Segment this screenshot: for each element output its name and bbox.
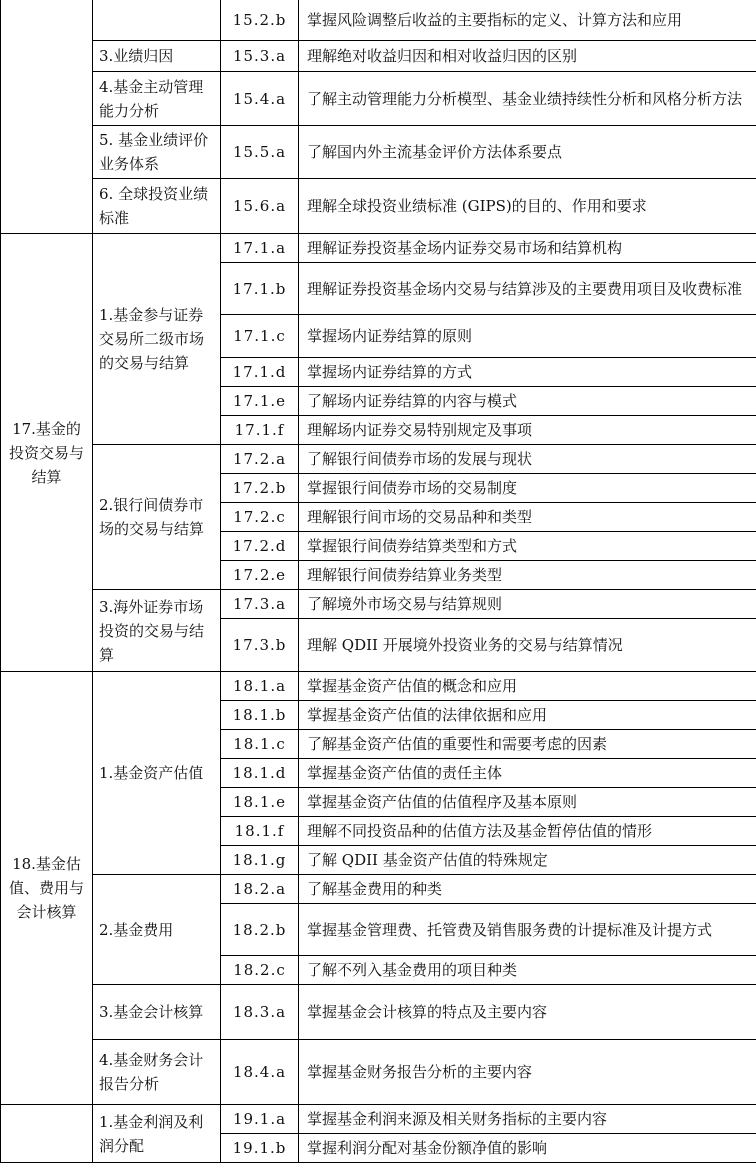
code-cell: 18.2.a — [221, 875, 299, 904]
topic-cell: 17.基金的投资交易与结算 — [1, 234, 93, 672]
code-cell: 17.1.c — [221, 315, 299, 358]
unit-cell — [93, 0, 221, 41]
code-cell: 18.1.e — [221, 788, 299, 817]
table-row — [1, 875, 756, 904]
requirement-cell: 了解主动管理能力分析模型、基金业绩持续性分析和风格分析方法 — [299, 72, 756, 126]
requirement-cell: 掌握银行间债券结算类型和方式 — [299, 532, 756, 561]
code-cell: 17.2.e — [221, 561, 299, 590]
requirement-cell: 了解基金费用的种类 — [299, 875, 756, 904]
requirement-cell: 理解全球投资业绩标准 (GIPS)的目的、作用和要求 — [299, 179, 756, 234]
table-row — [1, 985, 756, 1040]
table-row — [1, 126, 756, 179]
table-row — [1, 72, 756, 126]
requirement-cell: 了解场内证券结算的内容与模式 — [299, 387, 756, 416]
code-cell: 18.1.b — [221, 701, 299, 730]
unit-cell: 1.基金参与证券交易所二级市场的交易与结算 — [93, 234, 221, 445]
code-cell: 18.1.g — [221, 846, 299, 875]
code-cell: 19.1.b — [221, 1134, 299, 1163]
requirement-cell: 了解不列入基金费用的项目种类 — [299, 956, 756, 985]
table-row — [1, 1040, 756, 1105]
unit-cell: 3.海外证券市场投资的交易与结算 — [93, 590, 221, 672]
topic-cell — [1, 0, 93, 234]
requirement-cell: 了解境外市场交易与结算规则 — [299, 590, 756, 619]
requirement-cell: 掌握基金会计核算的特点及主要内容 — [299, 985, 756, 1040]
code-cell: 17.2.b — [221, 474, 299, 503]
requirement-cell: 掌握利润分配对基金份额净值的影响 — [299, 1134, 756, 1163]
code-cell: 17.2.d — [221, 532, 299, 561]
unit-cell: 2.银行间债券市场的交易与结算 — [93, 445, 221, 590]
code-cell: 18.1.f — [221, 817, 299, 846]
unit-cell: 4.基金财务会计报告分析 — [93, 1040, 221, 1105]
requirement-cell: 掌握基金资产估值的概念和应用 — [299, 672, 756, 701]
requirement-cell: 掌握场内证券结算的方式 — [299, 358, 756, 387]
requirement-cell: 掌握银行间债券市场的交易制度 — [299, 474, 756, 503]
requirement-cell: 了解基金资产估值的重要性和需要考虑的因素 — [299, 730, 756, 759]
unit-cell: 1.基金资产估值 — [93, 672, 221, 875]
code-cell: 17.2.a — [221, 445, 299, 474]
unit-cell: 2.基金费用 — [93, 875, 221, 985]
code-cell: 17.3.a — [221, 590, 299, 619]
code-cell: 18.1.c — [221, 730, 299, 759]
requirement-cell: 掌握基金资产估值的估值程序及基本原则 — [299, 788, 756, 817]
table-row — [1, 41, 756, 72]
code-cell: 15.3.a — [221, 41, 299, 72]
table-row — [1, 1105, 756, 1134]
code-cell: 15.4.a — [221, 72, 299, 126]
requirement-cell: 掌握基金资产估值的法律依据和应用 — [299, 701, 756, 730]
code-cell: 17.3.b — [221, 619, 299, 672]
code-cell: 18.3.a — [221, 985, 299, 1040]
table-row — [1, 179, 756, 234]
code-cell: 17.1.f — [221, 416, 299, 445]
unit-cell: 1.基金利润及利润分配 — [93, 1105, 221, 1163]
unit-cell: 4.基金主动管理能力分析 — [93, 72, 221, 126]
code-cell: 18.2.c — [221, 956, 299, 985]
code-cell: 17.1.b — [221, 263, 299, 315]
code-cell: 17.1.d — [221, 358, 299, 387]
code-cell: 15.5.a — [221, 126, 299, 179]
requirement-cell: 理解绝对收益归因和相对收益归因的区别 — [299, 41, 756, 72]
unit-cell: 3.业绩归因 — [93, 41, 221, 72]
code-cell: 17.1.e — [221, 387, 299, 416]
requirement-cell: 掌握基金利润来源及相关财务指标的主要内容 — [299, 1105, 756, 1134]
requirement-cell: 理解证券投资基金场内交易与结算涉及的主要费用项目及收费标准 — [299, 263, 756, 315]
table-row — [1, 445, 756, 474]
requirement-cell: 理解银行间债券结算业务类型 — [299, 561, 756, 590]
requirement-cell: 理解银行间市场的交易品种和类型 — [299, 503, 756, 532]
requirement-cell: 掌握基金财务报告分析的主要内容 — [299, 1040, 756, 1105]
requirement-cell: 理解 QDII 开展境外投资业务的交易与结算情况 — [299, 619, 756, 672]
requirement-cell: 理解证券投资基金场内证券交易市场和结算机构 — [299, 234, 756, 263]
code-cell: 18.2.b — [221, 904, 299, 956]
table-row — [1, 590, 756, 619]
table-row — [1, 234, 756, 263]
code-cell: 18.4.a — [221, 1040, 299, 1105]
requirement-cell: 掌握场内证券结算的原则 — [299, 315, 756, 358]
requirement-cell: 掌握基金资产估值的责任主体 — [299, 759, 756, 788]
unit-cell: 5. 基金业绩评价业务体系 — [93, 126, 221, 179]
requirement-cell: 理解场内证券交易特别规定及事项 — [299, 416, 756, 445]
topic-cell — [1, 1105, 93, 1163]
unit-cell: 3.基金会计核算 — [93, 985, 221, 1040]
requirement-cell: 了解银行间债券市场的发展与现状 — [299, 445, 756, 474]
code-cell: 18.1.a — [221, 672, 299, 701]
code-cell: 18.1.d — [221, 759, 299, 788]
code-cell: 15.6.a — [221, 179, 299, 234]
table-row — [1, 0, 756, 41]
unit-cell: 6. 全球投资业绩标准 — [93, 179, 221, 234]
requirement-cell: 掌握风险调整后收益的主要指标的定义、计算方法和应用 — [299, 0, 756, 41]
requirement-cell: 了解 QDII 基金资产估值的特殊规定 — [299, 846, 756, 875]
code-cell: 17.2.c — [221, 503, 299, 532]
requirement-cell: 了解国内外主流基金评价方法体系要点 — [299, 126, 756, 179]
requirement-cell: 理解不同投资品种的估值方法及基金暂停估值的情形 — [299, 817, 756, 846]
code-cell: 19.1.a — [221, 1105, 299, 1134]
code-cell: 15.2.b — [221, 0, 299, 41]
requirement-cell: 掌握基金管理费、托管费及销售服务费的计提标准及计提方式 — [299, 904, 756, 956]
code-cell: 17.1.a — [221, 234, 299, 263]
topic-cell: 18.基金估值、费用与会计核算 — [1, 672, 93, 1105]
table-row — [1, 672, 756, 701]
